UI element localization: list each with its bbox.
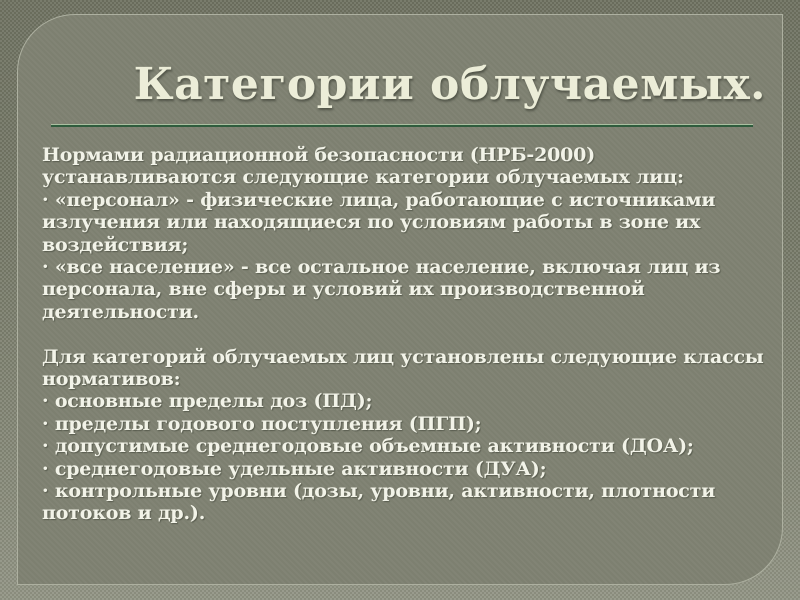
body-line-11: · основные пределы доз (ПД); xyxy=(42,390,373,413)
body-line-2: · «персонал» - физические лица, работающие с источниками xyxy=(42,188,716,211)
body-line-7: деятельности. xyxy=(42,300,199,323)
body-line-0: Нормами радиационной безопасности (НРБ-2000) xyxy=(42,144,595,166)
body-line-14: · среднегодовые удельные активности (ДУА); xyxy=(42,457,547,480)
slide-title: Категории облучаемых. xyxy=(133,59,766,110)
body-line-6: персонала, вне сферы и условий их производственной xyxy=(42,278,645,301)
body-line-blank xyxy=(42,323,768,345)
slide-body-text xyxy=(42,144,768,525)
slide-panel xyxy=(17,14,783,585)
body-line-9: Для категорий облучаемых лиц установлены следующие классы xyxy=(42,345,764,368)
body-line-3: излучения или находящиеся по условиям работы в зоне их xyxy=(42,211,701,234)
title-separator-line xyxy=(51,124,753,127)
body-line-4: воздействия; xyxy=(42,233,189,256)
body-line-1: устанавливаются следующие категории облучаемых лиц: xyxy=(42,166,684,189)
body-line-16: потоков и др.). xyxy=(42,502,206,525)
body-line-10: нормативов: xyxy=(42,368,181,391)
body-line-12: · пределы годового поступления (ПГП); xyxy=(42,412,482,435)
body-line-5: · «все население» - все остальное население, включая лиц из xyxy=(42,256,721,279)
body-line-15: · контрольные уровни (дозы, уровни, активности, плотности xyxy=(42,480,716,503)
body-line-13: · допустимые среднегодовые объемные активности (ДОА); xyxy=(42,435,694,458)
